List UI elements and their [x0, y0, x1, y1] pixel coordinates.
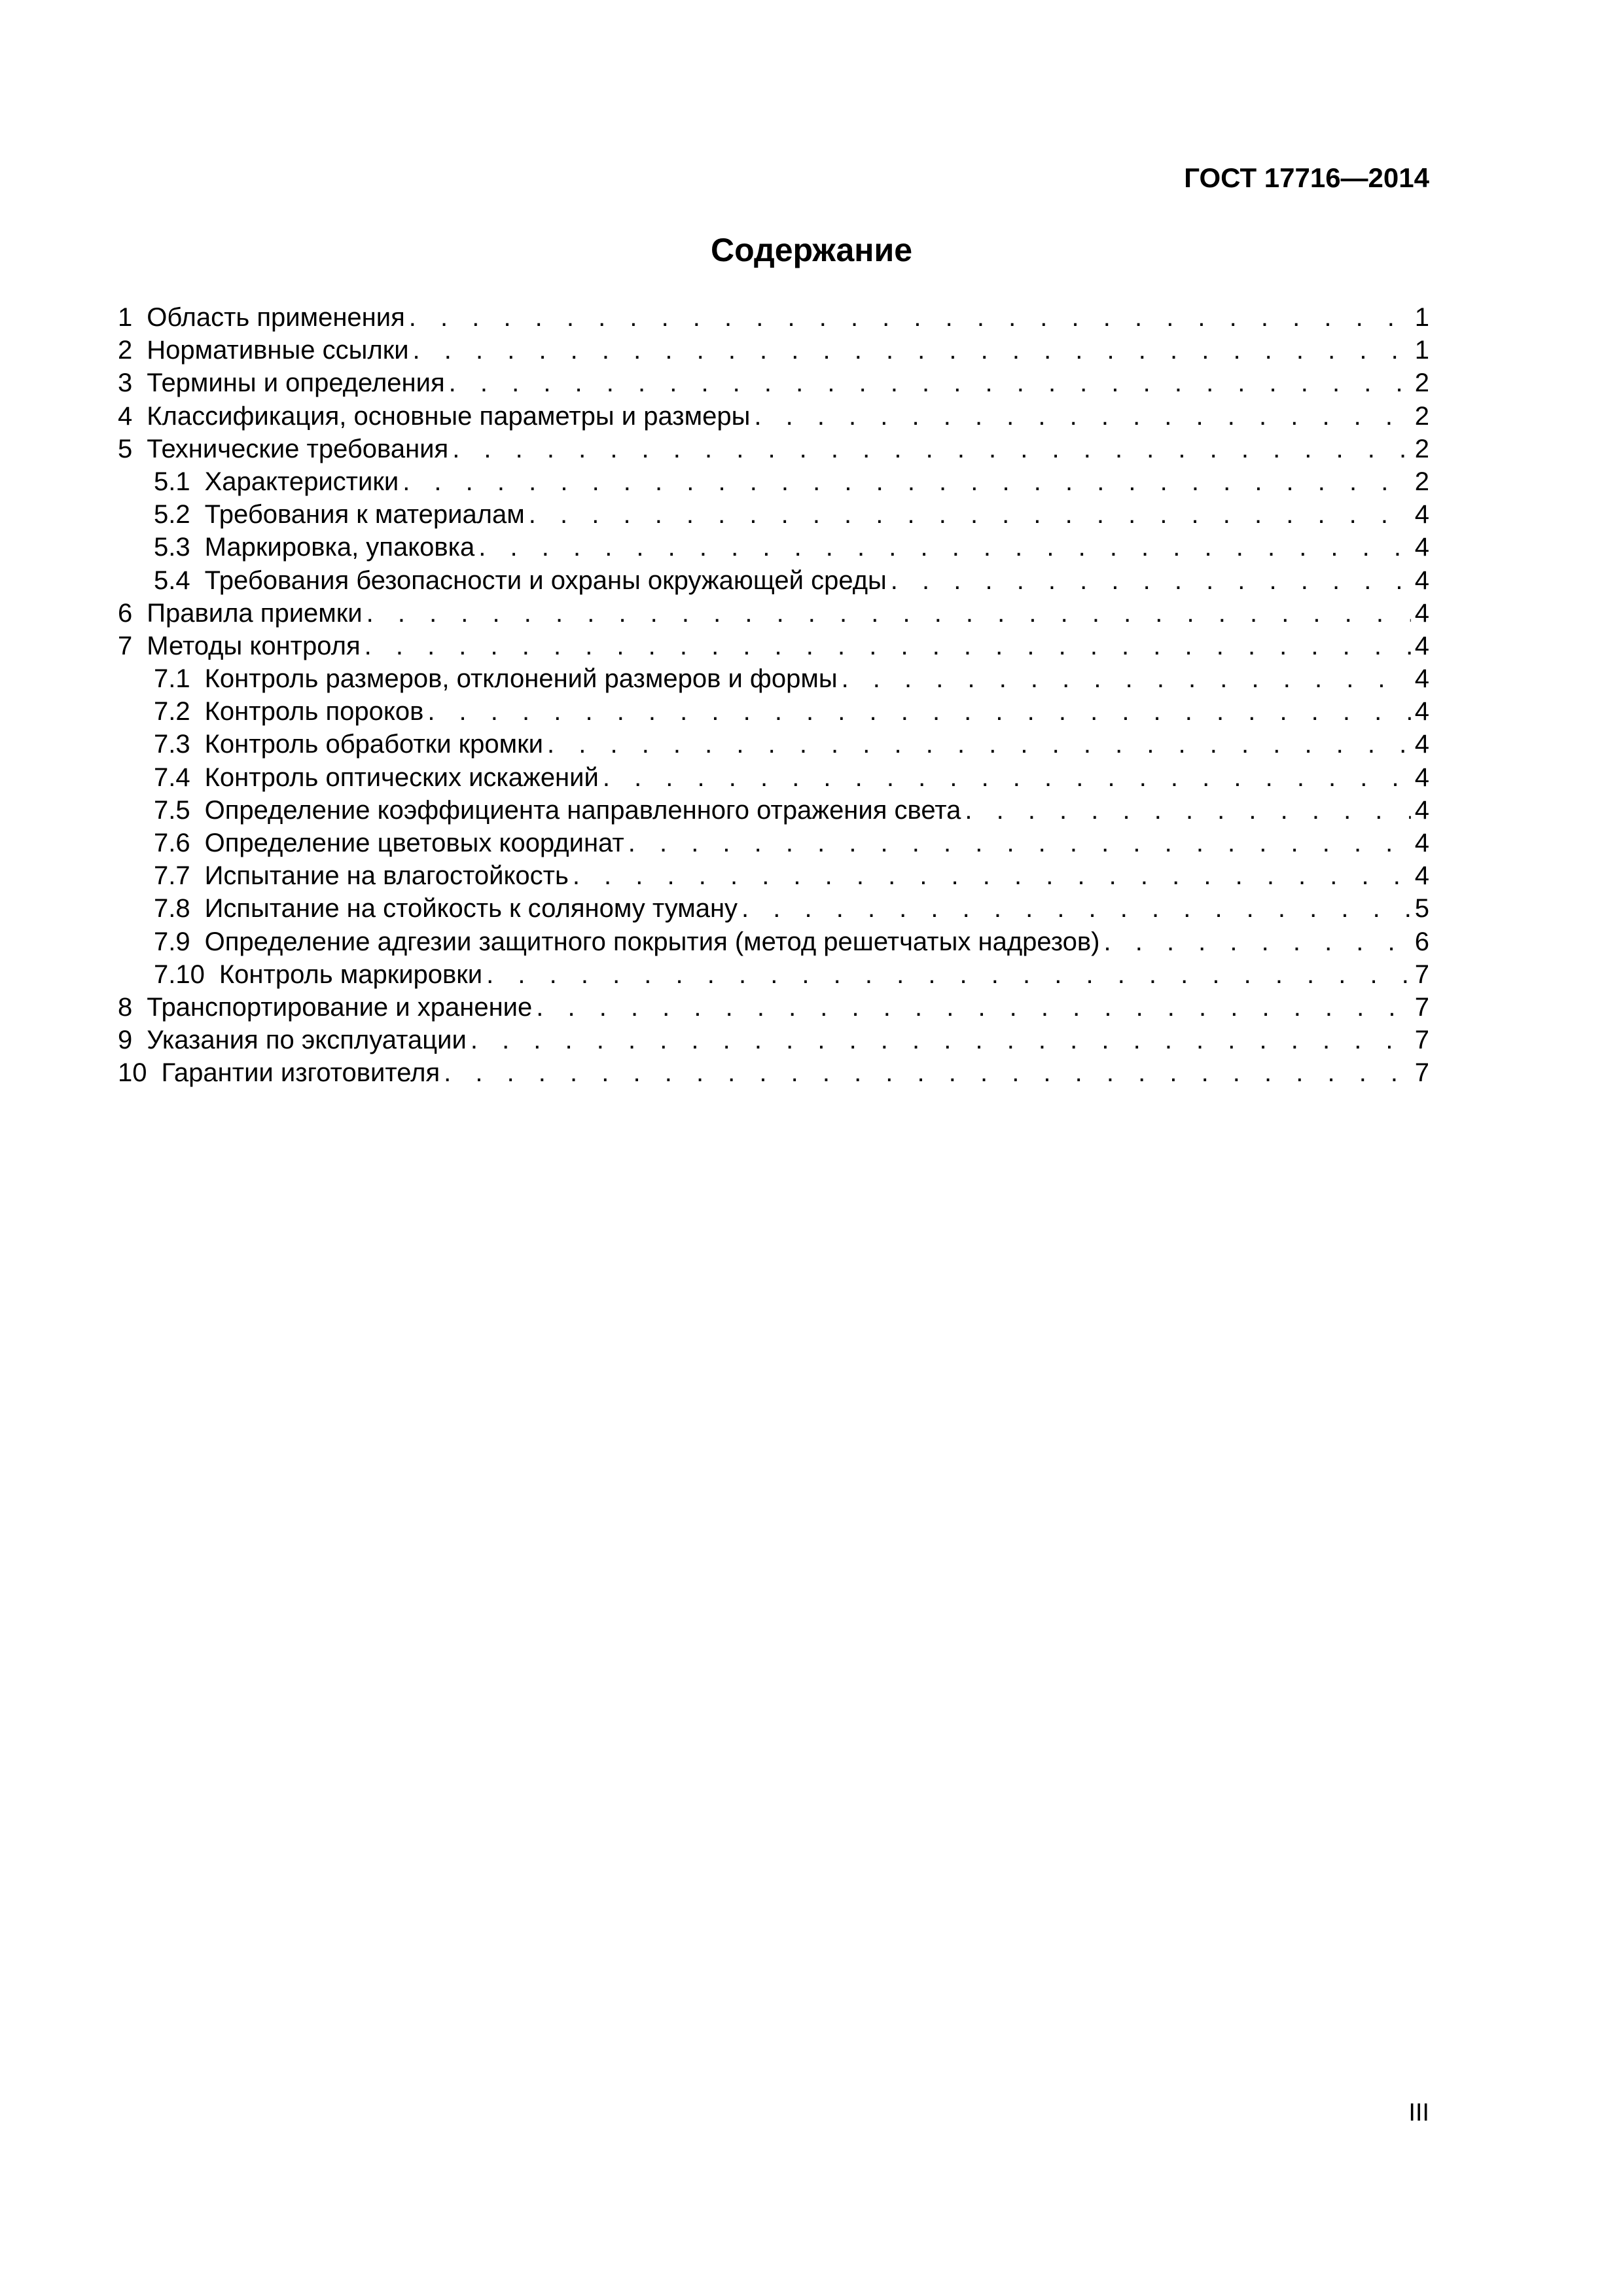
toc-dot-leader — [452, 433, 1411, 465]
toc-entry[interactable] — [118, 1024, 1429, 1056]
toc-dot-leader — [1103, 925, 1410, 958]
toc-entry-page: 2 — [1414, 434, 1429, 463]
toc-dot-leader — [965, 794, 1410, 827]
toc-entry-title: Нормативные ссылки — [147, 336, 409, 365]
toc-entry-page: 1 — [1414, 336, 1429, 365]
toc-entry-page: 2 — [1414, 368, 1429, 398]
toc-dot-leader — [547, 728, 1411, 761]
toc-entry-title: Определение адгезии защитного покрытия (метод решетчатых надрезов) — [204, 927, 1100, 956]
toc-entry-number: 7.6 — [154, 829, 190, 857]
toc-dot-leader — [366, 597, 1411, 630]
toc-entry-title: Термины и определения — [147, 368, 445, 398]
toc-entry-number: 5.1 — [154, 467, 190, 496]
toc-entry[interactable] — [118, 630, 1429, 662]
toc-entry-page: 4 — [1414, 631, 1429, 660]
toc-dot-leader — [413, 334, 1411, 367]
toc-entry-page: 4 — [1414, 829, 1429, 857]
toc-entry[interactable] — [118, 597, 1429, 630]
toc-entry-page: 5 — [1414, 894, 1429, 924]
toc-entry-page: 4 — [1414, 500, 1429, 529]
toc-entry[interactable] — [118, 958, 1429, 991]
toc-dot-leader — [471, 1024, 1411, 1056]
toc-entry[interactable] — [118, 695, 1429, 728]
toc-entry-page: 2 — [1414, 467, 1429, 496]
toc-entry-title: Контроль оптических искажений — [204, 762, 599, 792]
toc-entry-title: Требования безопасности и охраны окружающей среды — [204, 565, 887, 595]
toc-entry-page: 4 — [1414, 861, 1429, 891]
toc-dot-leader — [529, 498, 1411, 531]
toc-entry-page: 4 — [1414, 533, 1429, 562]
toc-entry-number: 3 — [118, 368, 133, 398]
toc-entry-number: 7.9 — [154, 927, 190, 956]
toc-entry-number: 7.1 — [154, 664, 190, 694]
toc-title: Содержание — [710, 232, 913, 268]
toc-entry-page: 4 — [1414, 565, 1429, 595]
page-number: III — [1408, 2099, 1429, 2126]
toc-entry-page: 1 — [1414, 303, 1429, 332]
toc-entry-number: 7.7 — [154, 861, 190, 891]
toc-entry-number: 7.5 — [154, 795, 190, 825]
toc-entry-number: 4 — [118, 401, 133, 431]
toc-entry-number: 7.3 — [154, 730, 190, 759]
toc-entry-number: 7.4 — [154, 762, 190, 792]
toc-entry-number: 7 — [118, 631, 133, 660]
toc-entry-number: 1 — [118, 303, 133, 332]
toc-dot-leader — [741, 892, 1411, 925]
toc-entry-page: 4 — [1414, 762, 1429, 792]
toc-entry-page: 4 — [1414, 730, 1429, 759]
toc-entry-number: 9 — [118, 1026, 133, 1055]
toc-entry-title: Требования к материалам — [204, 500, 525, 529]
toc-entry-page: 4 — [1414, 697, 1429, 726]
toc-entry-page: 7 — [1414, 1026, 1429, 1055]
toc-entry-title: Определение коэффициента направленного отражения света — [204, 795, 961, 825]
toc-entry-title: Определение цветовых координат — [204, 829, 624, 857]
toc-dot-leader — [891, 564, 1411, 597]
toc-entry-title: Указания по эксплуатации — [147, 1026, 467, 1055]
toc-dot-leader — [427, 695, 1410, 728]
toc-dot-leader — [603, 761, 1411, 794]
toc-dot-leader — [409, 301, 1411, 334]
toc-entry[interactable] — [118, 334, 1429, 367]
toc-dot-leader — [628, 827, 1411, 859]
toc-dot-leader — [449, 367, 1411, 399]
toc-dot-leader — [444, 1056, 1411, 1089]
toc-entry-title: Методы контроля — [147, 631, 361, 660]
toc-entry-number: 5.2 — [154, 500, 190, 529]
toc-entry-page: 7 — [1414, 960, 1429, 989]
toc-entry-title: Контроль обработки кромки — [204, 730, 544, 759]
toc-entry[interactable] — [118, 794, 1429, 827]
toc-entry-page: 2 — [1414, 401, 1429, 431]
toc-dot-leader — [486, 958, 1411, 991]
toc-entry[interactable] — [118, 827, 1429, 859]
toc-dot-leader — [573, 859, 1411, 892]
toc-entry[interactable] — [118, 465, 1429, 498]
toc-entry-title: Контроль маркировки — [219, 960, 483, 989]
toc-entry[interactable] — [118, 531, 1429, 564]
toc-entry-page: 7 — [1414, 1058, 1429, 1088]
table-of-contents — [118, 301, 1429, 1090]
toc-entry-title: Характеристики — [204, 467, 399, 496]
toc-entry-number: 6 — [118, 598, 133, 628]
document-code: ГОСТ 17716—2014 — [1184, 162, 1429, 193]
toc-entry[interactable] — [118, 761, 1429, 794]
toc-entry-page: 4 — [1414, 664, 1429, 694]
toc-dot-leader — [536, 991, 1410, 1024]
toc-entry-number: 10 — [118, 1058, 147, 1088]
toc-entry-title: Классификация, основные параметры и размеры — [147, 401, 751, 431]
toc-entry[interactable] — [118, 564, 1429, 597]
toc-entry[interactable] — [118, 301, 1429, 334]
toc-entry-page: 7 — [1414, 992, 1429, 1022]
toc-entry-title: Гарантии изготовителя — [161, 1058, 440, 1088]
toc-entry-page: 6 — [1414, 927, 1429, 956]
toc-entry-page: 4 — [1414, 795, 1429, 825]
toc-entry-title: Испытание на стойкость к соляному туману — [204, 894, 738, 924]
toc-entry[interactable] — [118, 498, 1429, 531]
toc-entry-page: 4 — [1414, 598, 1429, 628]
toc-entry-number: 5.4 — [154, 565, 190, 595]
toc-entry-title: Маркировка, упаковка — [204, 533, 475, 562]
toc-entry-number: 7.10 — [154, 960, 205, 989]
toc-entry-title: Область применения — [147, 303, 405, 332]
toc-entry-title: Контроль пороков — [204, 697, 424, 726]
toc-entry-number: 8 — [118, 992, 133, 1022]
toc-entry[interactable] — [118, 433, 1429, 465]
toc-entry-number: 2 — [118, 336, 133, 365]
toc-entry[interactable] — [118, 728, 1429, 761]
toc-entry-title: Контроль размеров, отклонений размеров и формы — [204, 664, 838, 694]
toc-entry-title: Технические требования — [147, 434, 449, 463]
toc-dot-leader — [478, 531, 1410, 564]
toc-entry-title: Транспортирование и хранение — [147, 992, 533, 1022]
toc-entry-number: 7.2 — [154, 697, 190, 726]
toc-entry-number: 5 — [118, 434, 133, 463]
toc-dot-leader — [365, 630, 1411, 662]
toc-entry[interactable] — [118, 892, 1429, 925]
toc-entry-number: 7.8 — [154, 894, 190, 924]
toc-entry[interactable] — [118, 367, 1429, 399]
toc-entry[interactable] — [118, 859, 1429, 892]
toc-entry-number: 5.3 — [154, 533, 190, 562]
toc-entry[interactable] — [118, 400, 1429, 433]
toc-entry[interactable] — [118, 662, 1429, 695]
toc-entry[interactable] — [118, 991, 1429, 1024]
toc-entry[interactable] — [118, 925, 1429, 958]
toc-entry-title: Испытание на влагостойкость — [204, 861, 569, 891]
toc-entry[interactable] — [118, 1056, 1429, 1089]
toc-dot-leader — [842, 662, 1411, 695]
toc-entry-title: Правила приемки — [147, 598, 363, 628]
toc-dot-leader — [754, 400, 1410, 433]
toc-dot-leader — [402, 465, 1411, 498]
